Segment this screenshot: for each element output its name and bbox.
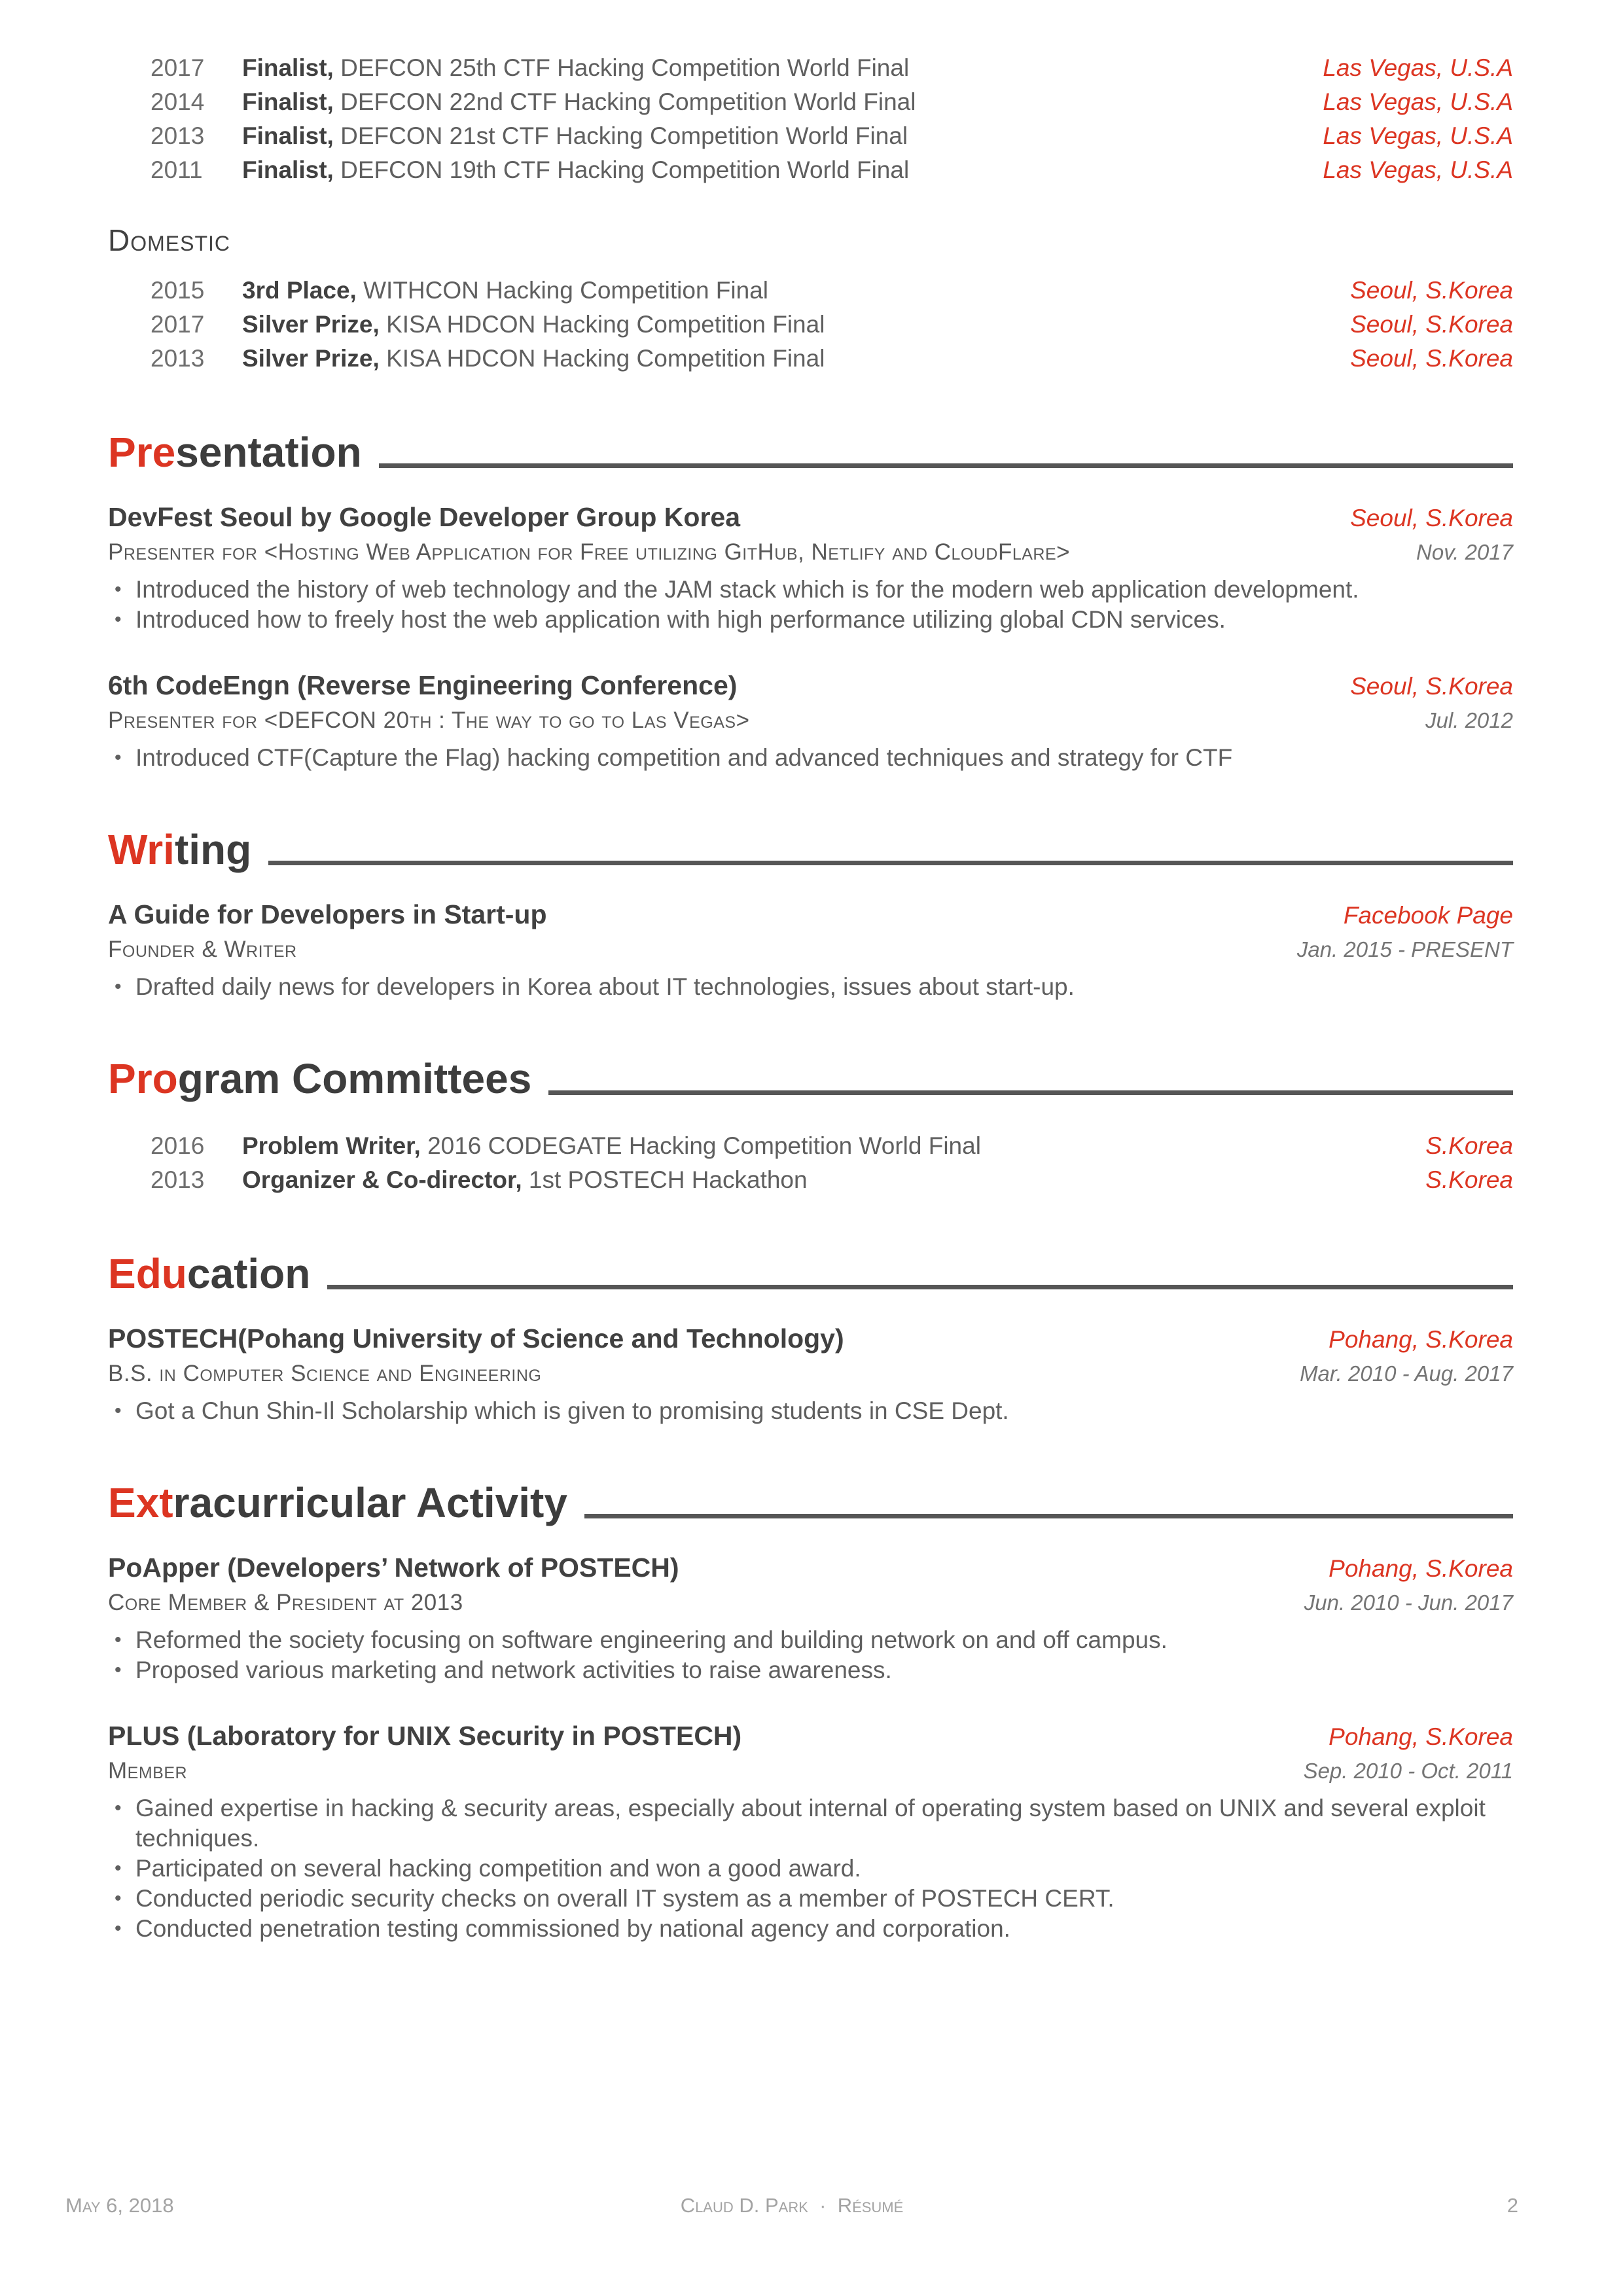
- program-committees-list: [108, 1129, 1513, 1197]
- entry-subhead: [108, 1758, 1513, 1784]
- honor-row: [108, 85, 1513, 119]
- honor-row: [108, 308, 1513, 342]
- entry-location: Pohang, S.Korea: [1329, 1554, 1513, 1582]
- entry-location: Seoul, S.Korea: [1350, 505, 1513, 532]
- entry-subhead: [108, 1590, 1513, 1616]
- section-title-rest: gram Committees: [177, 1055, 532, 1103]
- bullet-item: • Introduced the history of web technology and the JAM stack which is for the modern web application development.: [108, 575, 1513, 605]
- honor-location: Las Vegas, U.S.A: [1323, 156, 1513, 183]
- section-rule: [268, 861, 1513, 865]
- committee-role: Problem Writer,: [242, 1132, 421, 1159]
- honor-award: 3rd Place,: [242, 277, 357, 304]
- entry-location: Facebook Page: [1343, 902, 1513, 929]
- honor-year: 2011: [151, 156, 203, 183]
- honor-row: [108, 342, 1513, 376]
- honor-detail: WITHCON Hacking Competition Final: [356, 277, 769, 304]
- section-writing-heading: [108, 828, 1513, 872]
- entry-bullets: [108, 1396, 1513, 1426]
- section-title-rest: ting: [174, 826, 252, 874]
- entry-bullets: [108, 1793, 1513, 1944]
- section-title: [108, 828, 251, 872]
- committee-row: [108, 1129, 1513, 1163]
- honor-location: Seoul, S.Korea: [1350, 311, 1513, 338]
- committee-detail: 1st POSTECH Hackathon: [522, 1166, 808, 1193]
- honors-domestic-list: [108, 274, 1513, 376]
- footer-date: May 6, 2018: [65, 2194, 174, 2217]
- section-rule: [379, 463, 1513, 468]
- entry-codeengn: [108, 670, 1513, 773]
- section-program-committees-heading: [108, 1057, 1513, 1101]
- honor-year: 2013: [151, 345, 205, 372]
- footer-doc: Résumé: [837, 2194, 904, 2217]
- honor-location: Las Vegas, U.S.A: [1323, 88, 1513, 115]
- bullet-item: • Got a Chun Shin-Il Scholarship which is given to promising students in CSE Dept.: [108, 1396, 1513, 1426]
- footer-separator: ·: [808, 2194, 838, 2217]
- section-title-accent: Ext: [108, 1479, 173, 1526]
- honor-year: 2013: [151, 122, 205, 149]
- section-title: [108, 1057, 531, 1101]
- section-title: [108, 1249, 311, 1297]
- honor-year: 2017: [151, 311, 205, 338]
- entry-plus: [108, 1721, 1513, 1944]
- honor-detail: KISA HDCON Hacking Competition Final: [379, 345, 825, 372]
- section-title-accent: Edu: [108, 1249, 187, 1297]
- entry-position: Founder & Writer: [108, 937, 297, 963]
- honor-year: 2017: [151, 54, 205, 81]
- bullet-item: • Drafted daily news for developers in Korea about IT technologies, issues about start-up.: [108, 972, 1513, 1002]
- section-title: [108, 1481, 567, 1525]
- committee-row: [108, 1163, 1513, 1197]
- entry-title: DevFest Seoul by Google Developer Group Korea: [108, 502, 741, 533]
- entry-head: [108, 502, 1513, 533]
- bullet-item: • Gained expertise in hacking & security areas, especially about internal of operating system based on UNIX and several exploit techniques.: [108, 1793, 1513, 1854]
- footer-title: [681, 2194, 904, 2217]
- entry-head: [108, 670, 1513, 701]
- entry-date: Nov. 2017: [1416, 540, 1513, 565]
- bullet-item: • Conducted periodic security checks on overall IT system as a member of POSTECH CERT.: [108, 1884, 1513, 1914]
- honor-award: Finalist,: [242, 54, 334, 81]
- honor-award: Silver Prize,: [242, 345, 380, 372]
- entry-devfest: [108, 502, 1513, 635]
- section-extracurricular-heading: [108, 1481, 1513, 1525]
- entry-date: Jan. 2015 - PRESENT: [1296, 937, 1513, 962]
- honor-detail: DEFCON 21st CTF Hacking Competition World Final: [333, 122, 908, 149]
- honor-year: 2014: [151, 88, 205, 115]
- entry-subhead: [108, 539, 1513, 565]
- entry-bullets: [108, 1625, 1513, 1685]
- honor-location: Las Vegas, U.S.A: [1323, 54, 1513, 81]
- entry-date: Jul. 2012: [1425, 708, 1513, 733]
- entry-bullets: [108, 743, 1513, 773]
- honor-detail: DEFCON 25th CTF Hacking Competition World Final: [333, 54, 910, 81]
- entry-postech: [108, 1323, 1513, 1426]
- entry-date: Mar. 2010 - Aug. 2017: [1300, 1361, 1513, 1386]
- entry-subhead: [108, 708, 1513, 734]
- entry-title: PLUS (Laboratory for UNIX Security in POSTECH): [108, 1720, 742, 1751]
- entry-subhead: [108, 937, 1513, 963]
- honor-year: 2015: [151, 277, 205, 304]
- entry-bullets: [108, 575, 1513, 635]
- section-title-rest: cation: [187, 1249, 311, 1297]
- honor-award: Finalist,: [242, 88, 334, 115]
- section-education-heading: [108, 1249, 1513, 1297]
- honor-row: [108, 274, 1513, 308]
- entry-position: Core Member & President at 2013: [108, 1589, 463, 1615]
- entry-title: A Guide for Developers in Start-up: [108, 899, 547, 930]
- bullet-item: • Reformed the society focusing on software engineering and building network on and off campus.: [108, 1625, 1513, 1655]
- entry-guide: [108, 899, 1513, 1002]
- section-title-rest: sentation: [175, 429, 362, 476]
- honor-detail: DEFCON 22nd CTF Hacking Competition World Final: [333, 88, 916, 115]
- entry-position: Member: [108, 1757, 188, 1784]
- footer-name: Claud D. Park: [680, 2194, 808, 2217]
- page-footer: [65, 2194, 1518, 2224]
- committee-year: 2013: [151, 1166, 205, 1193]
- bullet-item: • Proposed various marketing and network activities to raise awareness.: [108, 1655, 1513, 1685]
- bullet-item: • Participated on several hacking competition and won a good award.: [108, 1854, 1513, 1884]
- entry-date: Sep. 2010 - Oct. 2011: [1303, 1758, 1513, 1783]
- section-title-accent: Pro: [108, 1055, 178, 1103]
- honor-award: Finalist,: [242, 156, 334, 183]
- section-presentation-heading: [108, 431, 1513, 475]
- honor-row: [108, 119, 1513, 153]
- entry-poapper: [108, 1552, 1513, 1685]
- section-title-accent: Wri: [108, 826, 175, 874]
- honor-row: [108, 153, 1513, 187]
- section-title-rest: racurricular Activity: [173, 1479, 567, 1526]
- honor-detail: KISA HDCON Hacking Competition Final: [379, 311, 825, 338]
- entry-position: Presenter for <Hosting Web Application for Free utilizing GitHub, Netlify and CloudFlare>: [108, 539, 1071, 565]
- bullet-item: • Conducted penetration testing commissioned by national agency and corporation.: [108, 1914, 1513, 1944]
- entry-location: Pohang, S.Korea: [1329, 1723, 1513, 1750]
- bullet-item: • Introduced CTF(Capture the Flag) hacking competition and advanced techniques and strategy for CTF: [108, 743, 1513, 773]
- committee-location: S.Korea: [1425, 1166, 1513, 1193]
- entry-position: B.S. in Computer Science and Engineering: [108, 1360, 542, 1386]
- honor-location: Seoul, S.Korea: [1350, 345, 1513, 372]
- section-rule: [584, 1514, 1513, 1518]
- entry-head: [108, 899, 1513, 930]
- honor-award: Finalist,: [242, 122, 334, 149]
- honor-location: Seoul, S.Korea: [1350, 277, 1513, 304]
- committee-year: 2016: [151, 1132, 205, 1159]
- entry-head: [108, 1552, 1513, 1583]
- honor-location: Las Vegas, U.S.A: [1323, 122, 1513, 149]
- entry-location: Seoul, S.Korea: [1350, 673, 1513, 700]
- entry-title: POSTECH(Pohang University of Science and Technology): [108, 1323, 844, 1354]
- committee-location: S.Korea: [1425, 1132, 1513, 1159]
- footer-page-number: 2: [1507, 2194, 1518, 2217]
- honors-international-list: [108, 51, 1513, 187]
- entry-head: [108, 1721, 1513, 1751]
- section-title: [108, 431, 362, 475]
- honor-detail: DEFCON 19th CTF Hacking Competition World Final: [333, 156, 910, 183]
- honor-award: Silver Prize,: [242, 311, 380, 338]
- entry-date: Jun. 2010 - Jun. 2017: [1304, 1590, 1513, 1615]
- committee-detail: 2016 CODEGATE Hacking Competition World Final: [420, 1132, 981, 1159]
- entry-bullets: [108, 972, 1513, 1002]
- entry-title: 6th CodeEngn (Reverse Engineering Conference): [108, 670, 738, 701]
- entry-position: Presenter for <DEFCON 20th : The way to go to Las Vegas>: [108, 708, 750, 734]
- entry-title: PoApper (Developers’ Network of POSTECH): [108, 1552, 679, 1583]
- subsection-domestic: Domestic: [108, 223, 231, 257]
- section-title-accent: Pre: [108, 429, 176, 476]
- section-rule: [327, 1285, 1513, 1289]
- committee-role: Organizer & Co-director,: [242, 1166, 522, 1193]
- entry-subhead: [108, 1361, 1513, 1387]
- entry-head: [108, 1323, 1513, 1354]
- honor-row: [108, 51, 1513, 85]
- entry-location: Pohang, S.Korea: [1329, 1325, 1513, 1353]
- section-rule: [548, 1090, 1513, 1095]
- bullet-item: • Introduced how to freely host the web application with high performance utilizing global CDN services.: [108, 605, 1513, 635]
